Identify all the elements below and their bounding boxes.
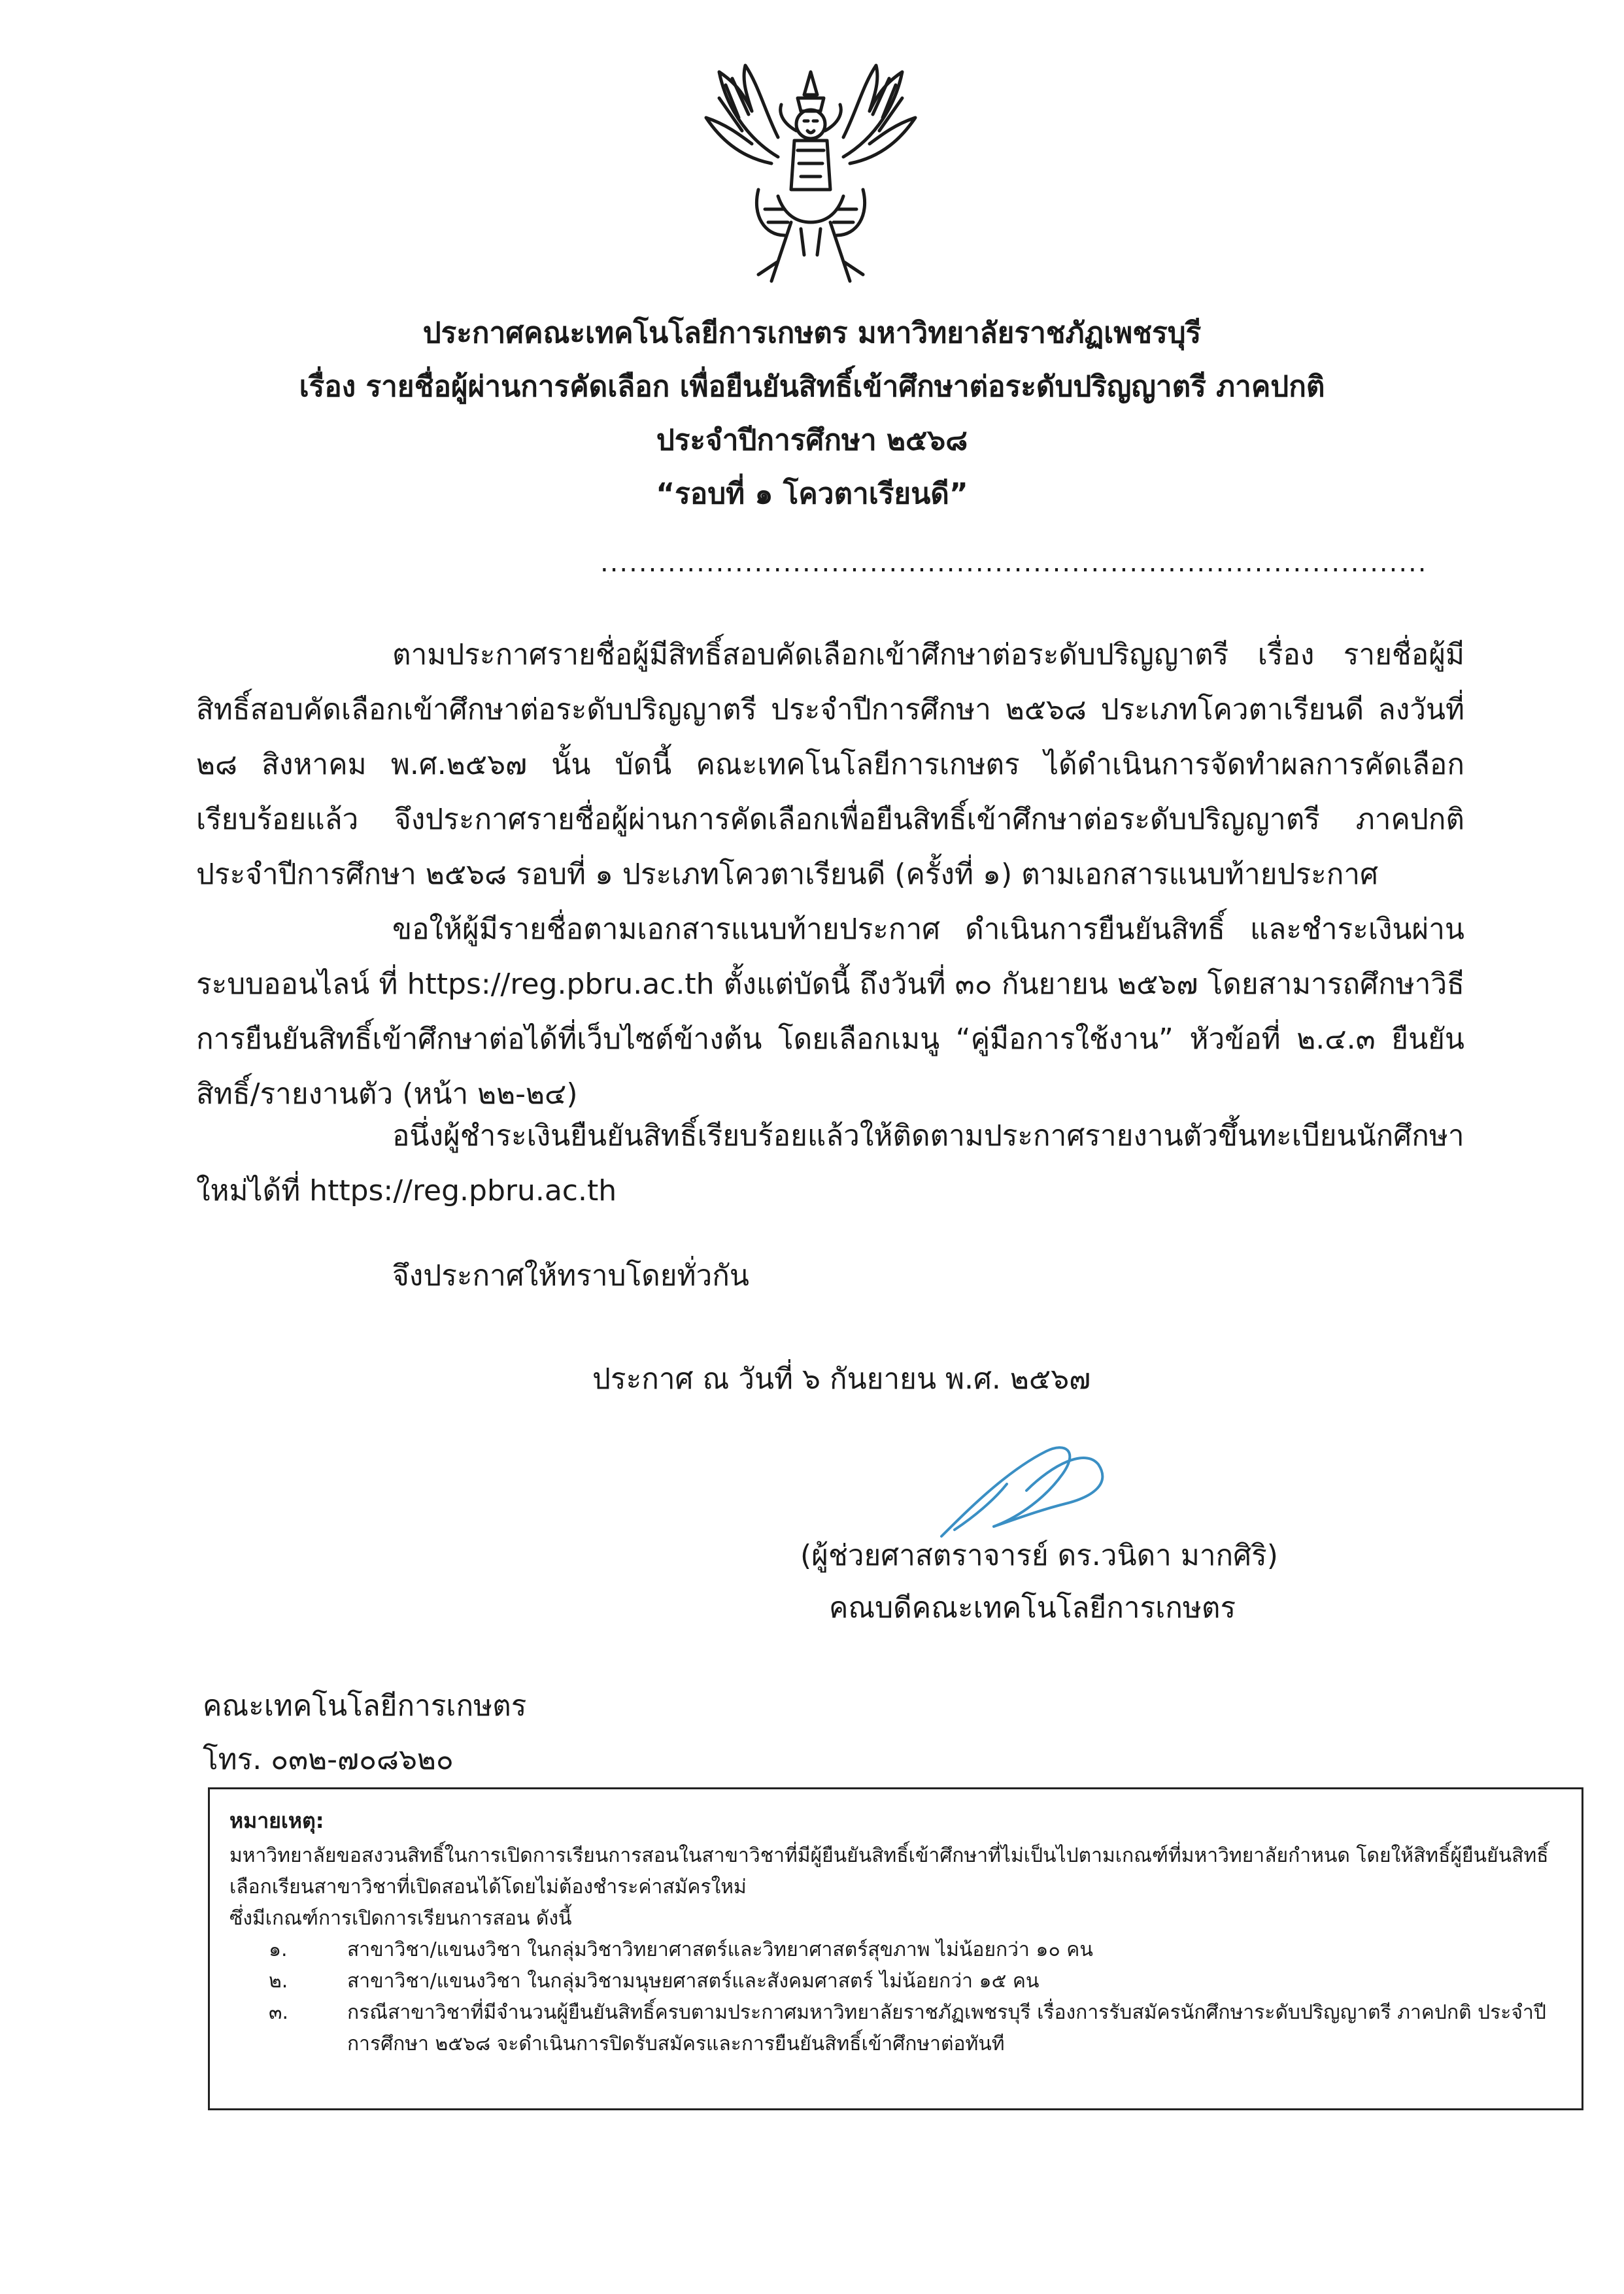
note-item-text: กรณีสาขาวิชาที่มีจำนวนผู้ยืนยันสิทธิ์ครบตามประกาศมหาวิทยาลัยราชภัฏเพชรบุรี เรื่องการรับสมัครนักศึกษาระดับปริญญาตรี ภาคปกติ ประจำปีการศึกษา ๒๕๖๘ จะดำเนินการปิดรับสมัครและการยืนยันสิทธิ์เข้าศึกษาต่อทันที — [347, 2001, 1546, 2055]
announcement-subject: เรื่อง รายชื่อผู้ผ่านการคัดเลือก เพื่อยืนยันสิทธิ์เข้าศึกษาต่อระดับปริญญาตรี ภาคปกติ — [299, 370, 1325, 403]
closing-statement: จึงประกาศให้ทราบโดยทั่วกัน — [392, 1259, 749, 1292]
note-item-text: สาขาวิชา/แขนงวิชา ในกลุ่มวิชาวิทยาศาสตร์และวิทยาศาสตร์สุขภาพ ไม่น้อยกว่า ๑๐ คน — [347, 1938, 1093, 1961]
note-criteria-intro: ซึ่งมีเกณฑ์การเปิดการเรียนการสอน ดังนี้ — [229, 1907, 572, 1930]
signatory-position: คณบดีคณะเทคโนโลยีการเกษตร — [829, 1591, 1236, 1625]
note-item-number: ๑. — [269, 1938, 288, 1961]
body-paragraph-1: ตามประกาศรายชื่อผู้มีสิทธิ์สอบคัดเลือกเข้าศึกษาต่อระดับปริญญาตรี เรื่อง รายชื่อผู้มีสิทธิ์สอบคัดเลือกเข้าศึกษาต่อระดับปริญญาตรี ประจำปีการศึกษา ๒๕๖๘ ประเภทโควตาเรียนดี ลงวันที่ ๒๘ สิงหาคม พ.ศ.๒๕๖๗ นั้น บัดนี้ คณะเทคโนโลยีการเกษตร ได้ดำเนินการจัดทำผลการคัดเลือกเรียบร้อยแล้ว จึงประกาศรายชื่อผู้ผ่านการคัดเลือกเพื่อยืนสิทธิ์เข้าศึกษาต่อระดับปริญญาตรี ภาคปกติ ประจำปีการศึกษา ๒๕๖๘ รอบที่ ๑ ประเภทโควตาเรียนดี (ครั้งที่ ๑) ตามเอกสารแนบท้ายประกาศ — [196, 638, 1464, 891]
contact-office: คณะเทคโนโลยีการเกษตร — [203, 1689, 527, 1723]
note-box — [208, 1787, 1583, 2110]
round-label: “รอบที่ ๑ โควตาเรียนดี” — [656, 477, 968, 511]
note-item-2 — [229, 1966, 1562, 1997]
contact-phone: โทร. ๐๓๒-๗๐๘๖๒๐ — [203, 1743, 454, 1776]
garuda-emblem-icon — [680, 59, 941, 294]
announcement-date: ประกาศ ณ วันที่ ๖ กันยายน พ.ศ. ๒๕๖๗ — [592, 1362, 1091, 1396]
handwritten-signature-icon — [915, 1438, 1125, 1543]
note-item-text: สาขาวิชา/แขนงวิชา ในกลุ่มวิชามนุษยศาสตร์และสังคมศาสตร์ ไม่น้อยกว่า ๑๕ คน — [347, 1970, 1040, 1993]
announcement-title: ประกาศคณะเทคโนโลยีการเกษตร มหาวิทยาลัยราชภัฏเพชรบุรี — [422, 316, 1202, 350]
academic-year: ประจำปีการศึกษา ๒๕๖๘ — [656, 424, 968, 457]
note-title: หมายเหตุ: — [229, 1808, 324, 1833]
note-item-number: ๒. — [269, 1970, 288, 1993]
note-item-number: ๓. — [269, 2001, 289, 2024]
body-paragraph-3: อนึ่งผู้ชำระเงินยืนยันสิทธิ์เรียบร้อยแล้วให้ติดตามประกาศรายงานตัวขึ้นทะเบียนนักศึกษาใหม่ได้ที่ https://reg.pbru.ac.th — [196, 1119, 1464, 1207]
separator-line: ...................................................................................... — [600, 548, 1428, 578]
note-item-1 — [229, 1934, 1562, 1966]
body-paragraph-2: ขอให้ผู้มีรายชื่อตามเอกสารแนบท้ายประกาศ ดำเนินการยืนยันสิทธิ์ และชำระเงินผ่านระบบออนไลน์ ที่ https://reg.pbru.ac.th ตั้งแต่บัดนี้ ถึงวันที่ ๓๐ กันยายน ๒๕๖๗ โดยสามารถศึกษาวิธีการยืนยันสิทธิ์เข้าศึกษาต่อได้ที่เว็บไซต์ข้างต้น โดยเลือกเมนู “คู่มือการใช้งาน” หัวข้อที่ ๒.๔.๓ ยืนยันสิทธิ์/รายงานตัว (หน้า ๒๒-๒๔) — [196, 913, 1464, 1111]
note-item-3 — [229, 1997, 1562, 2060]
note-text: มหาวิทยาลัยขอสงวนสิทธิ์ในการเปิดการเรียนการสอนในสาขาวิชาที่มีผู้ยืนยันสิทธิ์เข้าศึกษาที่ไม่เป็นไปตามเกณฑ์ที่มหาวิทยาลัยกำหนด โดยให้สิทธิ์ผู้ยืนยันสิทธิ์เลือกเรียนสาขาวิชาที่เปิดสอนได้โดยไม่ต้องชำระค่าสมัครใหม่ — [229, 1844, 1549, 1898]
signatory-name: (ผู้ช่วยศาสตราจารย์ ดร.วนิดา มากศิริ) — [800, 1539, 1278, 1572]
